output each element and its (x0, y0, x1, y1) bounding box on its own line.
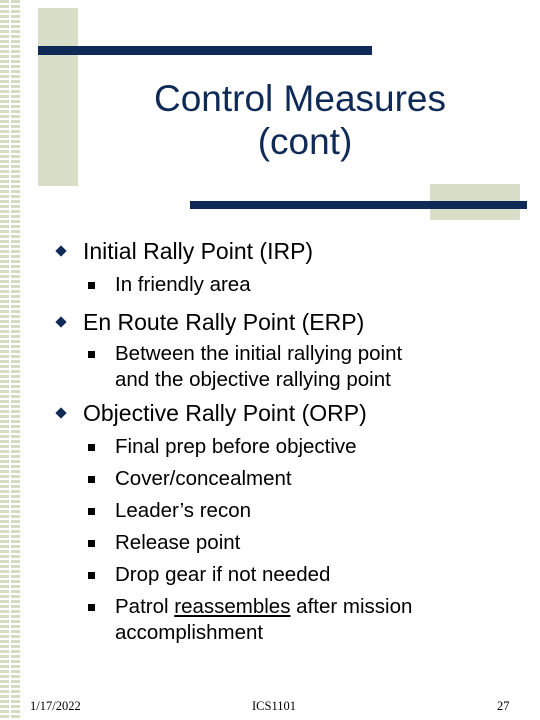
square-bullet-icon (88, 282, 95, 289)
underlined-word: reassembles (174, 595, 291, 618)
square-bullet-icon (88, 604, 95, 611)
title-line-1: Control Measures (153, 78, 446, 119)
square-bullet-icon (88, 572, 95, 579)
title-line-2: (cont) (257, 121, 353, 162)
diamond-bullet-icon (55, 407, 66, 418)
diamond-bullet-icon (55, 245, 66, 256)
square-bullet-icon (88, 476, 95, 483)
diamond-bullet-icon (55, 316, 66, 327)
footer-course: ICS1101 (252, 699, 296, 713)
square-bullet-icon (88, 351, 95, 358)
slide-body: Initial Rally Point (IRP) In friendly area En Route Rally Point (ERP) Between the initial rallying point and the objective rallying point Objective Rally Point (ORP) Final prep before objective Cover/concealment Leader’s recon Release point Drop gear if not needed Patrol reassembles after mission accomplishment (0, 0, 540, 720)
square-bullet-icon (88, 540, 95, 547)
footer-date: 1/17/2022 (30, 699, 81, 713)
footer-page-number: 27 (497, 699, 510, 713)
square-bullet-icon (88, 508, 95, 515)
square-bullet-icon (88, 444, 95, 451)
